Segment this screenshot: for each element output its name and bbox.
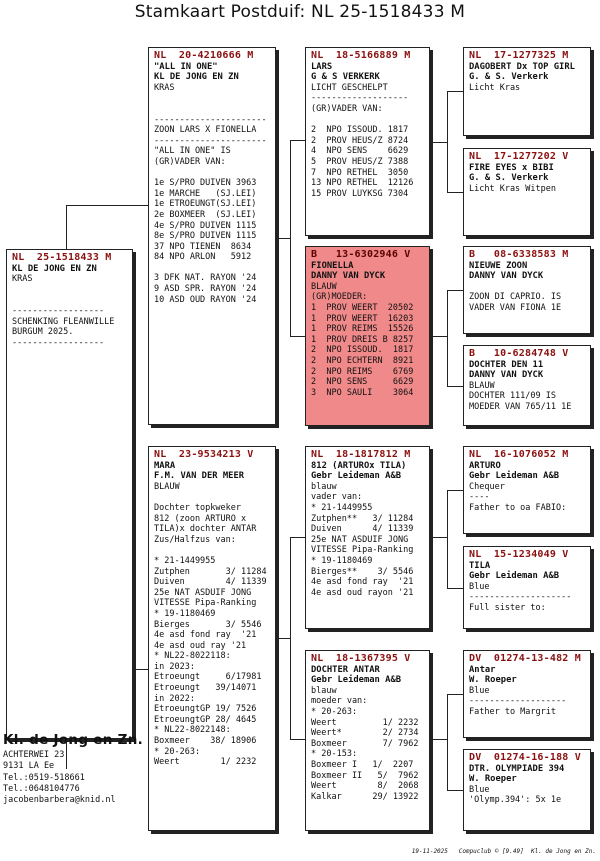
ring-number: NL 20-4210666 M bbox=[154, 50, 254, 61]
pigeon-card-dam-dam bbox=[305, 650, 430, 831]
ring-number: NL 23-9534213 V bbox=[154, 449, 254, 460]
connector-line bbox=[290, 739, 305, 740]
info-line: 2 NPO SENS 6629 bbox=[311, 377, 414, 388]
info-line: Duiven 4/ 11339 bbox=[311, 524, 414, 535]
info-line: 1 PROV DREIS B 8257 bbox=[311, 334, 414, 345]
info-line: (GR)VADER VAN: bbox=[154, 156, 226, 167]
pigeon-name-line: NIEUWE ZOON bbox=[469, 260, 528, 271]
connector-line bbox=[279, 638, 290, 639]
info-line bbox=[154, 492, 270, 503]
contact-line: ACHTERWEI 23 bbox=[3, 750, 65, 761]
ring-number: NL 17-1277325 M bbox=[469, 50, 569, 61]
pigeon-name-line: LARS bbox=[311, 61, 333, 72]
pigeon-name-line: Antar bbox=[469, 664, 496, 675]
info-line bbox=[311, 115, 424, 126]
info-line: Boxmeer I 1/ 2207 bbox=[311, 759, 414, 770]
connector-line bbox=[447, 91, 448, 192]
info-line: KRAS bbox=[12, 274, 33, 285]
ring-number: B 13-6302946 V bbox=[311, 249, 411, 260]
info-line: 1 PROV WEERT 16203 bbox=[311, 313, 414, 324]
ring-number: NL 18-5166889 M bbox=[311, 50, 411, 61]
info-line: "ALL IN ONE" IS bbox=[154, 146, 231, 157]
info-line: Licht Kras Witpen bbox=[469, 183, 556, 194]
info-line: Kalkar 29/ 13922 bbox=[311, 791, 419, 802]
connector-line bbox=[433, 739, 447, 740]
info-line bbox=[469, 282, 585, 293]
info-line: Etroeungt 39/14071 bbox=[154, 683, 257, 694]
connector-line bbox=[66, 205, 67, 249]
pigeon-name-line: FIRE EYES x BIBI bbox=[469, 162, 554, 173]
info-line: Duiven 4/ 11339 bbox=[154, 577, 267, 588]
pigeon-name-line: DANNY VAN DYCK bbox=[469, 370, 544, 381]
info-line: in 2023: bbox=[154, 661, 195, 672]
info-line: ---- bbox=[469, 492, 490, 503]
pigeon-name-line: 812 (ARTUROx TILA) bbox=[311, 460, 407, 471]
info-line: Weert 1/ 2232 bbox=[154, 757, 257, 768]
info-line: 2 NPO REIMS 6769 bbox=[311, 366, 414, 377]
pigeon-name-line: DAGOBERT Dx TOP GIRL bbox=[469, 61, 575, 72]
pigeon-card-main bbox=[6, 249, 133, 739]
pigeon-card-sire-dam bbox=[305, 246, 430, 426]
info-line: 3 NPO SAULI 3064 bbox=[311, 387, 414, 398]
ring-number: NL 16-1076052 M bbox=[469, 449, 569, 460]
pigeon-name-line: F.M. VAN DER MEER bbox=[154, 471, 245, 482]
info-line: KRAS bbox=[154, 82, 175, 93]
info-line: BLAUW bbox=[469, 380, 495, 391]
page-title: Stamkaart Postduif: NL 25-1518433 M bbox=[134, 2, 466, 22]
info-line: ------------------ bbox=[12, 337, 105, 348]
info-line: MOEDER VAN 765/11 1E bbox=[469, 401, 572, 412]
info-line: * 19-1180469 bbox=[154, 608, 216, 619]
info-line: moeder van: bbox=[311, 696, 368, 707]
pigeon-name-line: DTR. OLYMPIADE 394 bbox=[469, 763, 565, 774]
info-line: 84 NPO ARLON 5912 bbox=[154, 252, 252, 263]
ring-number: DV 01274-16-188 V bbox=[469, 752, 581, 763]
ring-number: NL 18-1367395 V bbox=[311, 653, 411, 664]
pigeon-name-line: ARTURO bbox=[469, 460, 501, 471]
pigeon-name-line: G & S VERKERK bbox=[311, 72, 380, 83]
pigeon-name-line: Gebr Leideman A&B bbox=[311, 471, 402, 482]
info-line: 1e MARCHE (SJ.LEI) bbox=[154, 188, 257, 199]
info-line: 4 NPO SENS 6629 bbox=[311, 146, 409, 157]
connector-line bbox=[433, 537, 447, 538]
info-line: 2 NPO ISSOUD. 1817 bbox=[311, 125, 409, 136]
info-line bbox=[154, 263, 270, 274]
pigeon-name-line: G. & S. Verkerk bbox=[469, 173, 549, 184]
pigeon-name-line: "ALL IN ONE" bbox=[154, 61, 218, 72]
info-line: 7 NPO RETHEL 3050 bbox=[311, 167, 409, 178]
info-line: VADER VAN FIONA 1E bbox=[469, 302, 562, 313]
info-line: 2 NPO ISSOUD. 1817 bbox=[311, 345, 414, 356]
info-line: 1e S/PRO DUIVEN 3963 bbox=[154, 178, 257, 189]
info-line: VITESSE Pipa-Ranking bbox=[154, 598, 257, 609]
info-line: 25e NAT ASDUIF JONG bbox=[311, 534, 409, 545]
pigeon-card-sds bbox=[463, 246, 591, 334]
pigeon-name-line: DANNY VAN DYCK bbox=[311, 271, 386, 282]
info-line: 4e asd fond ray '21 bbox=[311, 577, 414, 588]
info-line: Boxmeer 38/ 18906 bbox=[154, 736, 257, 747]
info-line: Etroeungt 6/17981 bbox=[154, 672, 262, 683]
ring-number: NL 25-1518433 M bbox=[12, 252, 112, 263]
info-line: * 20-263: bbox=[154, 746, 201, 757]
connector-line bbox=[447, 290, 463, 291]
info-line: Bierges** 3/ 5546 bbox=[311, 566, 414, 577]
connector-line bbox=[290, 537, 305, 538]
pigeon-name-line: MARA bbox=[154, 460, 176, 471]
pigeon-name-line: DOCHTER ANTAR bbox=[311, 664, 380, 675]
info-line: Dochter topkweker bbox=[154, 502, 241, 513]
info-line: 4e asd fond ray '21 bbox=[154, 630, 257, 641]
info-line: Zutphen 3/ 11284 bbox=[154, 566, 267, 577]
info-line: Blue bbox=[469, 784, 490, 795]
info-line: 15 PROV LUYKSG 7304 bbox=[311, 188, 409, 199]
pigeon-name-line: DANNY VAN DYCK bbox=[469, 271, 544, 282]
contact-line: 9131 LA Ee bbox=[3, 761, 55, 772]
pigeon-card-sdd bbox=[463, 345, 591, 426]
connector-line bbox=[447, 694, 448, 790]
contact-line: Tel.:0648104776 bbox=[3, 783, 80, 794]
info-line: 4e asd oud ray '21 bbox=[154, 640, 247, 651]
connector-line bbox=[447, 192, 463, 193]
info-line: ---------------------- bbox=[154, 135, 267, 146]
pigeon-card-dam-sire bbox=[305, 446, 430, 629]
pigeon-card-dam bbox=[148, 446, 276, 831]
info-line: * 20-153: bbox=[311, 749, 358, 760]
pigeon-name-line: KL DE JONG EN ZN bbox=[154, 72, 239, 83]
info-line: 10 ASD OUD RAYON '24 bbox=[154, 294, 257, 305]
connector-line bbox=[447, 490, 448, 588]
info-line: Boxmeer 7/ 7962 bbox=[311, 738, 419, 749]
pigeon-name-line: Gebr Leideman A&B bbox=[311, 675, 402, 686]
info-line: Full sister to: bbox=[469, 602, 546, 613]
pigeon-name-line: Gebr Leideman A&B bbox=[469, 471, 560, 482]
info-line: * 21-1449955 bbox=[311, 502, 373, 513]
info-line: VITESSE Pipa-Ranking bbox=[311, 545, 414, 556]
info-line: Father to oa FABIO: bbox=[469, 502, 567, 513]
ring-number: DV 01274-13-482 M bbox=[469, 653, 581, 664]
connector-line bbox=[447, 490, 463, 491]
info-line: blauw bbox=[311, 685, 337, 696]
pigeon-card-sire-sire bbox=[305, 47, 430, 236]
connector-line bbox=[447, 91, 463, 92]
info-line: blauw bbox=[311, 481, 337, 492]
info-line: Blue bbox=[469, 685, 490, 696]
pigeon-name-line: W. Roeper bbox=[469, 675, 517, 686]
info-line: -------------------- bbox=[469, 592, 572, 603]
info-line bbox=[12, 285, 127, 296]
info-line: 4e S/PRO DUIVEN 1115 bbox=[154, 220, 257, 231]
info-line: LICHT GESCHELPT bbox=[311, 82, 388, 93]
info-line bbox=[154, 93, 270, 104]
info-line: ZOON LARS X FIONELLA bbox=[154, 125, 257, 136]
info-line: 1e ETROEUNGT(SJ.LEI) bbox=[154, 199, 257, 210]
info-line: 812 (zoon ARTURO x bbox=[154, 513, 247, 524]
pigeon-name-line: G. & S. Verkerk bbox=[469, 72, 549, 83]
ring-number: B 10-6284748 V bbox=[469, 348, 569, 359]
info-line: DOCHTER 111/09 IS bbox=[469, 391, 556, 402]
info-line bbox=[154, 104, 270, 115]
connector-line bbox=[447, 386, 463, 387]
info-line: ------------------- bbox=[469, 696, 567, 707]
info-line: Zutphen** 3/ 11284 bbox=[311, 513, 414, 524]
info-line: ZOON DI CAPRIO. IS bbox=[469, 292, 562, 303]
contact-email: jacobenbarbera@knid.nl bbox=[3, 795, 116, 806]
pigeon-name-line: FIONELLA bbox=[311, 260, 354, 271]
info-line: 2 PROV HEUS/Z 8724 bbox=[311, 135, 409, 146]
info-line: ------------------- bbox=[311, 93, 409, 104]
info-line: Chequer bbox=[469, 481, 505, 492]
pigeon-card-sire bbox=[148, 47, 276, 425]
info-line: Weert 8/ 2068 bbox=[311, 781, 419, 792]
info-line: EtroeungtGP 19/ 7526 bbox=[154, 704, 257, 715]
pigeon-name-line: KL DE JONG EN ZN bbox=[12, 263, 97, 274]
info-line: 9 ASD SPR. RAYON '24 bbox=[154, 284, 257, 295]
connector-line bbox=[433, 142, 447, 143]
info-line: Boxmeer II 5/ 7962 bbox=[311, 770, 419, 781]
pigeon-card-ssd bbox=[463, 148, 591, 236]
info-line bbox=[154, 168, 270, 179]
info-line: * 21-1449955 bbox=[154, 555, 216, 566]
breeder-name: Kl. de Jong en Zn. bbox=[3, 732, 144, 748]
pigeon-card-ddd bbox=[463, 749, 591, 831]
info-line: Weert* 2/ 2734 bbox=[311, 728, 419, 739]
info-line: * NL22-8022118: bbox=[154, 651, 231, 662]
connector-line bbox=[290, 140, 305, 141]
info-line: BLAUW bbox=[311, 281, 337, 292]
info-line: 5 PROV HEUS/Z 7388 bbox=[311, 156, 409, 167]
contact-line: Tel.:0519-518661 bbox=[3, 772, 85, 783]
info-line: 13 NPO RETHEL 12126 bbox=[311, 178, 414, 189]
breeder-contact bbox=[3, 732, 144, 806]
pigeon-name-line: Gebr Leideman A&B bbox=[469, 571, 560, 582]
info-line: Zus/Halfzus van: bbox=[154, 534, 236, 545]
info-line: Blue bbox=[469, 581, 490, 592]
pigeon-name-line: TILA bbox=[469, 560, 491, 571]
pigeon-card-dss bbox=[463, 446, 591, 534]
pigeon-card-dsd bbox=[463, 546, 591, 629]
info-line: * 20-263: bbox=[311, 706, 358, 717]
ring-number: B 08-6338583 M bbox=[469, 249, 569, 260]
connector-line bbox=[279, 238, 290, 239]
info-line: 3 DFK NAT. RAYON '24 bbox=[154, 273, 257, 284]
pigeon-name-line: DOCHTER DEN 11 bbox=[469, 359, 544, 370]
info-line bbox=[12, 295, 127, 306]
info-line: Father to Margrit bbox=[469, 706, 556, 717]
info-line: ------------------ bbox=[12, 305, 105, 316]
info-line: 1 PROV REIMS 15526 bbox=[311, 324, 414, 335]
info-line: Licht Kras bbox=[469, 82, 521, 93]
info-line: 2 NPO ECHTERN 8921 bbox=[311, 355, 414, 366]
connector-line bbox=[66, 205, 148, 206]
info-line: vader van: bbox=[311, 492, 363, 503]
info-line: 'Olymp.394': 5x 1e bbox=[469, 795, 562, 806]
info-line: SCHENKING FLEANWILLE bbox=[12, 316, 115, 327]
info-line: Bierges 3/ 5546 bbox=[154, 619, 262, 630]
info-line: 2e BOXMEER (SJ.LEI) bbox=[154, 209, 257, 220]
connector-line bbox=[447, 290, 448, 386]
ring-number: NL 18-1817812 M bbox=[311, 449, 411, 460]
info-line: 4e asd oud rayon '21 bbox=[311, 587, 414, 598]
info-line: (GR)VADER VAN: bbox=[311, 103, 383, 114]
connector-line bbox=[290, 537, 291, 739]
ring-number: NL 15-1234049 V bbox=[469, 549, 569, 560]
info-line: * 19-1180469 bbox=[311, 555, 373, 566]
info-line: 25e NAT ASDUIF JONG bbox=[154, 587, 252, 598]
connector-line bbox=[447, 694, 463, 695]
info-line bbox=[154, 545, 270, 556]
connector-line bbox=[433, 336, 447, 337]
info-line: 1 PROV WEERT 20502 bbox=[311, 302, 414, 313]
info-line: TILA)x dochter ANTAR bbox=[154, 524, 257, 535]
connector-line bbox=[447, 790, 463, 791]
pigeon-card-dds bbox=[463, 650, 591, 738]
info-line: Weert 1/ 2232 bbox=[311, 717, 419, 728]
info-line: EtroeungtGP 28/ 4645 bbox=[154, 714, 257, 725]
info-line: (GR)MOEDER: bbox=[311, 292, 368, 303]
pigeon-name-line: W. Roeper bbox=[469, 774, 517, 785]
info-line: in 2022: bbox=[154, 693, 195, 704]
connector-line bbox=[290, 140, 291, 336]
info-line: BURGUM 2025. bbox=[12, 327, 74, 338]
info-line: * NL22-8022148: bbox=[154, 725, 231, 736]
ring-number: NL 17-1277202 V bbox=[469, 151, 569, 162]
info-line: 8e S/PRO DUIVEN 1115 bbox=[154, 231, 257, 242]
info-line: ---------------------- bbox=[154, 114, 267, 125]
info-line: BLAUW bbox=[154, 481, 180, 492]
connector-line bbox=[447, 588, 463, 589]
footer: 19-11-2025 Compuclub © [9.49] Kl. de Jong en Zn. bbox=[411, 848, 596, 855]
pigeon-card-sss bbox=[463, 47, 591, 136]
connector-line bbox=[290, 336, 305, 337]
info-line: 37 NPO TIENEN 8634 bbox=[154, 241, 252, 252]
